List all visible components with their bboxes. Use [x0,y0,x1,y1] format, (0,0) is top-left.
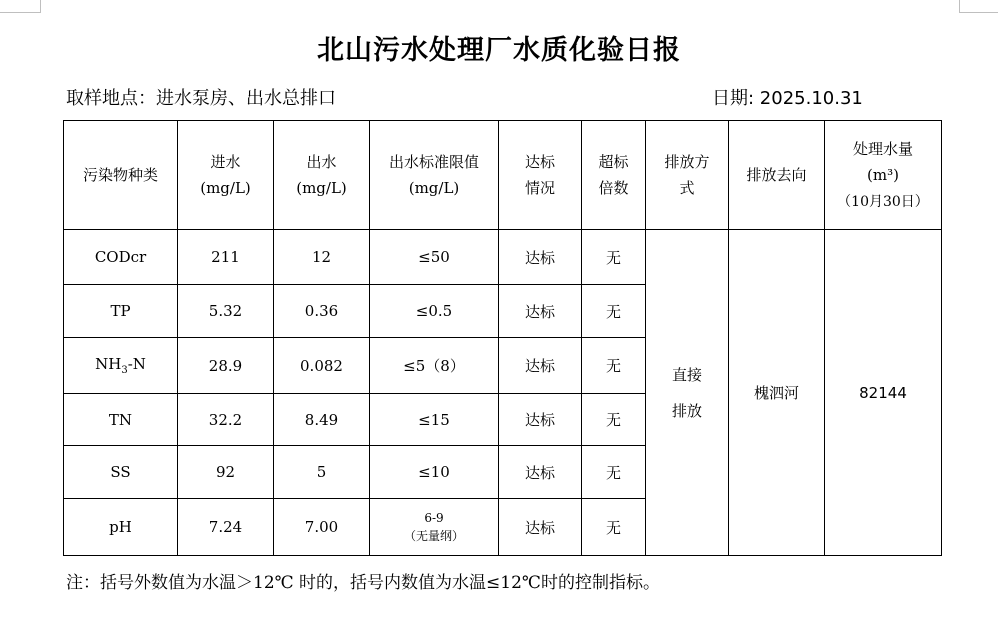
header-method: 排放方 式 [646,121,729,230]
table-row [64,230,942,285]
discharge-method: 直接 排放 [646,230,729,556]
effluent-value: 0.36 [274,285,370,338]
influent-value: 28.9 [178,338,274,394]
exceed-value: 无 [582,230,646,285]
limit-value: 6-9 （无量纲） [370,499,499,556]
status-value: 达标 [499,230,582,285]
status-value: 达标 [499,338,582,394]
status-value: 达标 [499,285,582,338]
exceed-value: 无 [582,499,646,556]
sampling-location: 取样地点：进水泵房、出水总排口 [66,88,336,109]
effluent-value: 8.49 [274,394,370,446]
table-header-row [64,121,942,230]
limit-value: ≤15 [370,394,499,446]
exceed-value: 无 [582,338,646,394]
header-destination: 排放去向 [729,121,825,230]
footnote: 注：括号外数值为水温＞12℃ 时的，括号内数值为水温≤12℃时的控制指标。 [66,573,660,593]
header-exceed: 超标 倍数 [582,121,646,230]
pollutant-name: SS [64,446,178,499]
effluent-value: 12 [274,230,370,285]
header-influent: 进水 (mg/L) [178,121,274,230]
influent-value: 92 [178,446,274,499]
effluent-value: 7.00 [274,499,370,556]
water-quality-table [63,120,942,556]
pollutant-name: $NH_3-N$ [64,338,178,394]
pollutant-name: TP [64,285,178,338]
limit-value: ≤50 [370,230,499,285]
report-title: 北山污水处理厂水质化验日报 [317,35,681,66]
pollutant-name: TN [64,394,178,446]
treated-volume: 82144 [825,230,942,556]
page-corner-mark [0,0,41,13]
status-value: 达标 [499,499,582,556]
header-effluent: 出水 (mg/L) [274,121,370,230]
influent-value: 211 [178,230,274,285]
limit-value: ≤10 [370,446,499,499]
status-value: 达标 [499,394,582,446]
exceed-value: 无 [582,446,646,499]
discharge-destination: 槐泗河 [729,230,825,556]
exceed-value: 无 [582,285,646,338]
header-limit: 出水标准限值 (mg/L) [370,121,499,230]
header-status: 达标 情况 [499,121,582,230]
report-date: 日期: 2025.10.31 [712,88,863,109]
header-pollutant: 污染物种类 [64,121,178,230]
limit-value: ≤0.5 [370,285,499,338]
influent-value: 32.2 [178,394,274,446]
status-value: 达标 [499,446,582,499]
influent-value: 5.32 [178,285,274,338]
limit-value: ≤5（8） [370,338,499,394]
effluent-value: 5 [274,446,370,499]
header-volume: 处理水量 (m³) （10月30日） [825,121,942,230]
influent-value: 7.24 [178,499,274,556]
effluent-value: 0.082 [274,338,370,394]
pollutant-name: CODcr [64,230,178,285]
pollutant-name: pH [64,499,178,556]
page-corner-mark [959,0,998,13]
exceed-value: 无 [582,394,646,446]
